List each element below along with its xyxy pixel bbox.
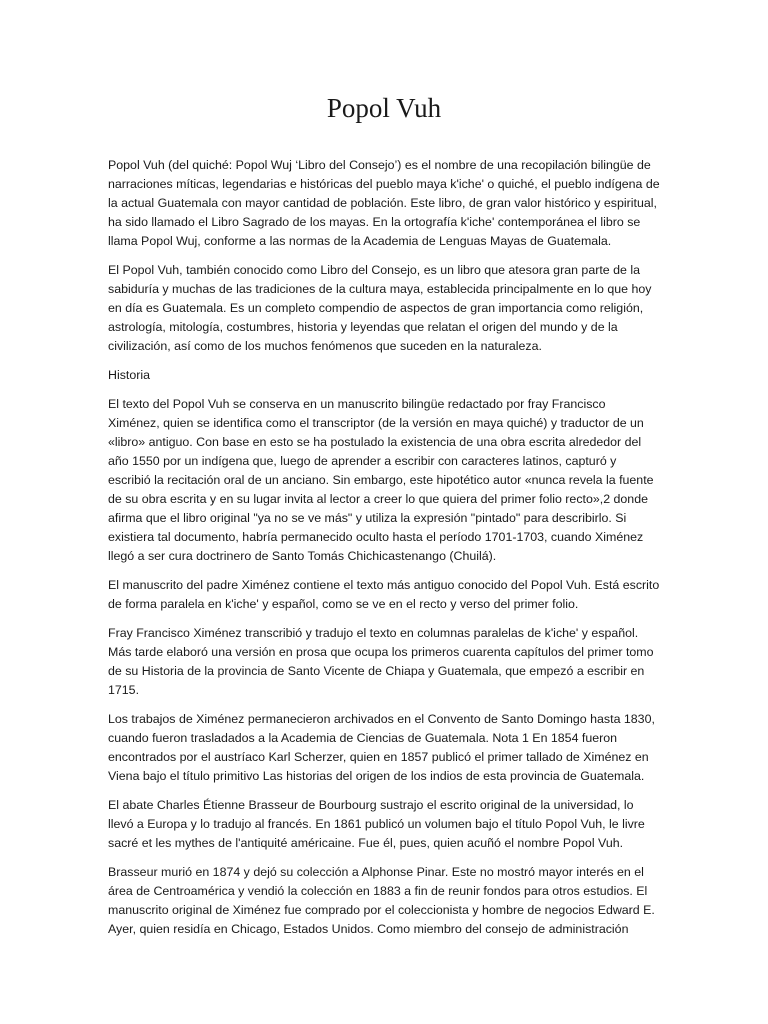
section-heading-historia: Historia	[108, 368, 150, 382]
paragraph-archives: Los trabajos de Ximénez permanecieron archivados en el Convento de Santo Domingo hasta 1830, cuando fueron trasladados a la Academia de Ciencias de Guatemala. Nota 1 En 1854 fueron encontrados por el austríaco Karl Scherzer, quien en 1857 publicó el primer tallado de Ximénez en Viena bajo el título primitivo Las historias del origen de los indios de esta provincia de Guatemala.	[108, 712, 655, 783]
paragraph-description: El Popol Vuh, también conocido como Libro del Consejo, es un libro que atesora gran parte de la sabiduría y muchas de las tradiciones de la cultura maya, establecida principalmente en lo que hoy en día es Guatemala. Es un completo compendio de aspectos de gran importancia como religión, astrología, mitología, costumbres, historia y leyendas que relatan el origen del mundo y de la civilización, así como de los muchos fenómenos que suceden en la naturaleza.	[108, 263, 652, 353]
paragraph-ximenez-translation: Fray Francisco Ximénez transcribió y tradujo el texto en columnas paralelas de k'iche' y español. Más tarde elaboró una versión en prosa que ocupa los primeros cuarenta capítulos del primer tomo de su Historia de la provincia de Santo Vicente de Chiapa y Guatemala, que empezó a escribir en 1715.	[108, 626, 654, 697]
paragraph-manuscript-origin: El texto del Popol Vuh se conserva en un manuscrito bilingüe redactado por fray Francisco Ximénez, quien se identifica como el transcriptor (de la versión en maya quiché) y traductor de un «libro» antiguo. Con base en esto se ha postulado la existencia de una obra escrita alrededor del año 1550 por un indígena que, luego de aprender a escribir con caracteres latinos, capturó y escribió la recitación oral de un anciano. Sin embargo, este hipotético autor «nunca revela la fuente de su obra escrita y en su lugar invita al lector a creer lo que quiera del primer folio recto»,2 donde afirma que el libro original "ya no se ve más" y utiliza la expresión "pintado" para describirlo. Si existiera tal documento, habría permanecido oculto hasta el período 1701-1703, cuando Ximénez llegó a ser cura doctrinero de Santo Tomás Chichicastenango (Chuilá).	[108, 397, 654, 563]
paragraph-brasseur: El abate Charles Étienne Brasseur de Bourbourg sustrajo el escrito original de la universidad, lo llevó a Europa y lo tradujo al francés. En 1861 publicó un volumen bajo el título Popol Vuh, le livre sacré et les mythes de l'antiquité américaine. Fue él, pues, quien acuñó el nombre Popol Vuh.	[108, 798, 645, 850]
paragraph-intro: Popol Vuh (del quiché: Popol Wuj ‘Libro del Consejo’) es el nombre de una recopilación bilingüe de narraciones míticas, legendarias e históricas del pueblo maya k'iche' o quiché, el pueblo indígena de la actual Guatemala con mayor cantidad de población. Este libro, de gran valor histórico y espiritual, ha sido llamado el Libro Sagrado de los mayas. En la ortografía k'iche' contemporánea el libro se llama Popol Wuj, conforme a las normas de la Academia de Lenguas Mayas de Guatemala.	[108, 158, 660, 248]
document-title: Popol Vuh	[326, 93, 442, 123]
paragraph-ximenez-manuscript: El manuscrito del padre Ximénez contiene el texto más antiguo conocido del Popol Vuh. Está escrito de forma paralela en k'iche' y español, como se ve en el recto y verso del primer folio.	[108, 578, 660, 611]
paragraph-collection: Brasseur murió en 1874 y dejó su colección a Alphonse Pinar. Este no mostró mayor interés en el área de Centroamérica y vendió la colección en 1883 a fin de reunir fondos para otros estudios. El manuscrito original de Ximénez fue comprado por el coleccionista y hombre de negocios Edward E. Ayer, quien residía en Chicago, Estados Unidos. Como miembro del consejo de administración	[108, 865, 655, 936]
